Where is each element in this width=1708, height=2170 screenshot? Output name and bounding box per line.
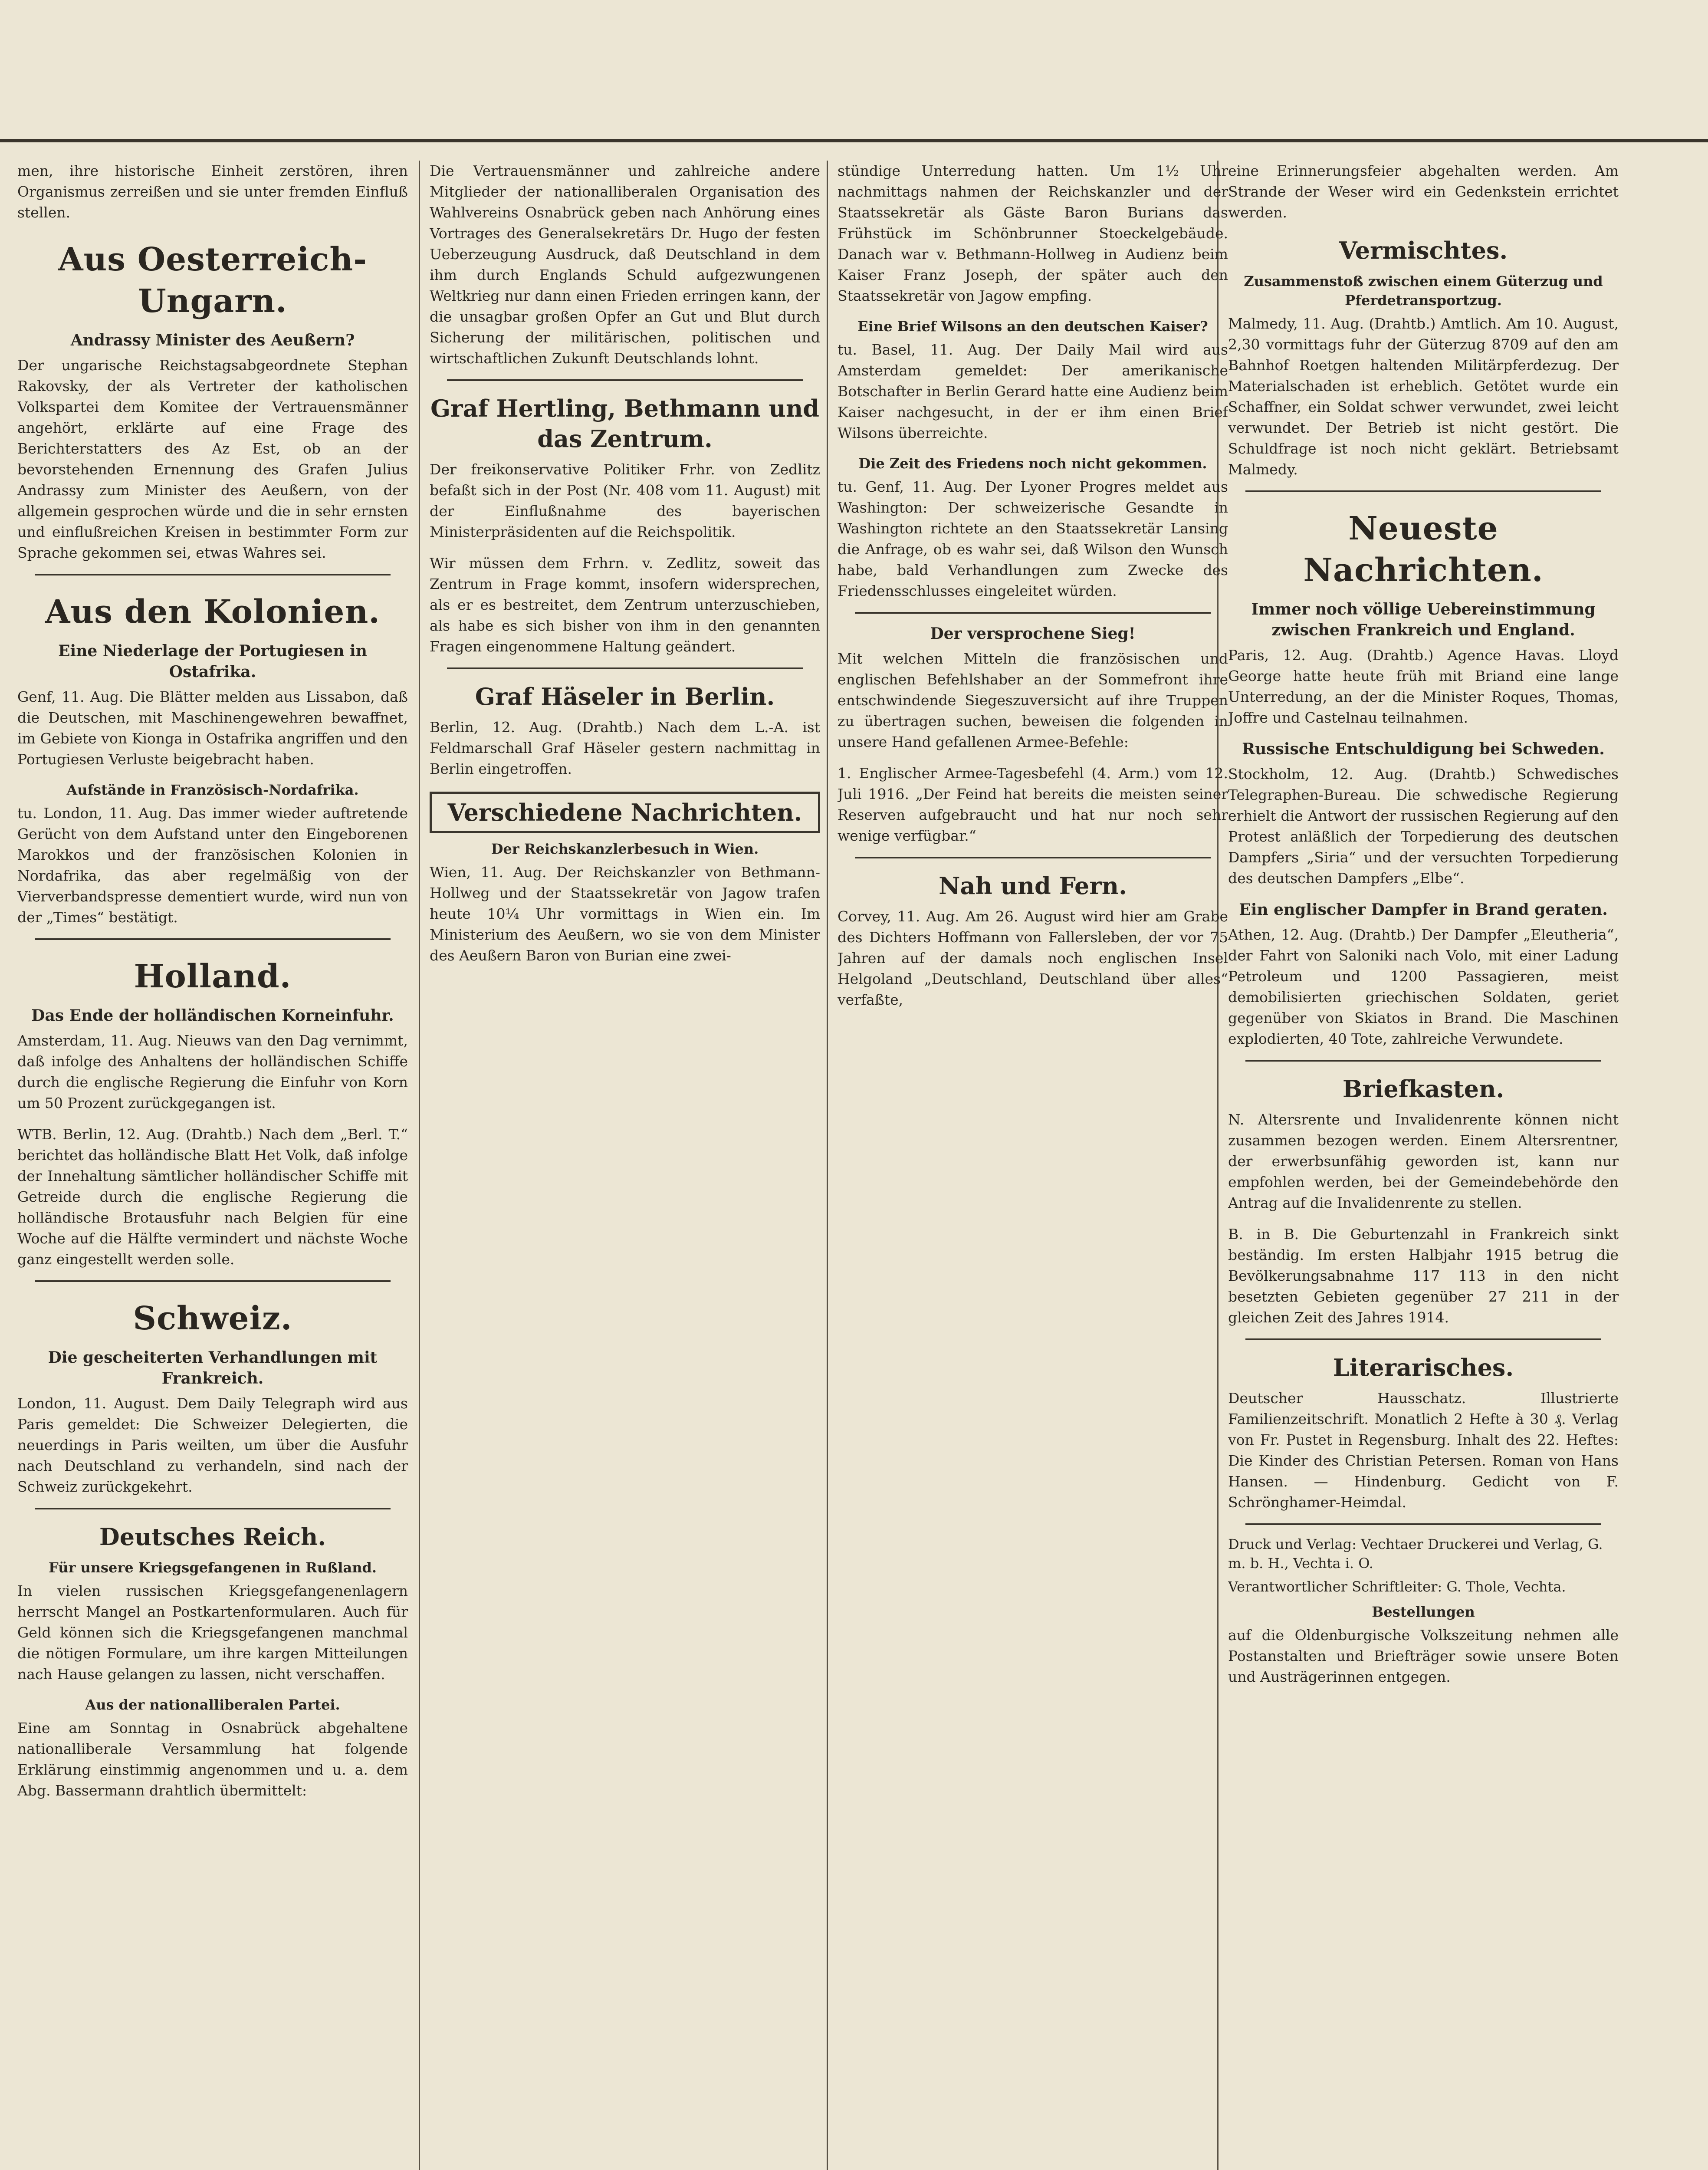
article-heading: Aufstände in Französisch-Nordafrika. <box>66 782 359 798</box>
section-heading: Schweiz. <box>133 1300 292 1337</box>
article-text: 1. Englischer Armee-Tagesbefehl (4. Arm.) vom 12. Juli 1916. „Der Feind hat bereits die meisten seiner Reserven aufgebraucht und hat nur noch sehr wenige verfügbar.“ <box>838 765 1228 844</box>
column-2 <box>430 161 820 2170</box>
article-text: tu. London, 11. Aug. Das immer wieder auftretende Gerücht von dem Aufstand unter den Eingeborenen Marokkos und der französischen Kolonien in Nordafrika, das aber regelmäßig von der Vierverbandspresse dementiert wurde, wird nun von der „Times“ bestätigt. <box>17 805 408 926</box>
divider <box>855 857 1211 858</box>
section-heading: Briefkasten. <box>1342 1075 1504 1103</box>
article-text: Paris, 12. Aug. (Drahtb.) Agence Havas. Lloyd George hatte heute früh mit Briand eine lange Unterredung, an der die Minister Roques, Thomas, Joffre und Castelnau teilnahmen. <box>1228 647 1619 726</box>
article-text: men, ihre historische Einheit zerstören, ihren Organismus zerreißen und sie unter fremden Einfluß stellen. <box>17 162 408 221</box>
article-heading: Zusammenstoß zwischen einem Güterzug und Pferdetransportzug. <box>1244 273 1603 309</box>
section-heading: Verschiedene Nachrichten. <box>430 792 820 833</box>
divider <box>35 938 391 940</box>
article-text: Die Vertrauensmänner und zahlreiche andere Mitglieder der nationalliberalen Organisation des Wahlvereins Osnabrück geben nach Anhörung eines Vortrages des Generalsekretärs Dr. Hugo der festen Ueberzeugung Ausdruck, daß Deutschland in dem ihm durch Englands Schuld aufgezwungenen Weltkrieg nur dann einen Frieden erringen kann, der die unsagbar großen Opfer an Gut und Blut durch Sicherung der militärischen, politischen und wirtschaftlichen Zukunft Deutschlands lohnt. <box>430 162 820 367</box>
article-text: tu. Basel, 11. Aug. Der Daily Mail wird aus Amsterdam gemeldet: Der amerikanische Botschafter in Berlin Gerard hatte eine Audienz beim Kaiser nachgesucht, in der er ihm einen Brief Wilsons überreichte. <box>838 341 1228 441</box>
article-text: Der ungarische Reichstagsabgeordnete Stephan Rakovsky, der als Vertreter der katholischen Volkspartei dem Komitee der Vertrauensmänner angehört, erklärte auf eine Frage des Berichterstatters des Az Est, ob an der bevorstehenden Ernennung des Grafen Julius Andrassy zum Minister des Aeußern, von der allgemein gesprochen würde und die in sehr ernsten und einflußreichen Kreisen in bestimmter Form zur Sprache gekommen sei, etwas Wahres sei. <box>17 357 408 561</box>
section-heading: Neueste Nachrichten. <box>1303 510 1544 589</box>
article-heading: Aus der nationalliberalen Partei. <box>85 1697 340 1713</box>
section-heading: Holland. <box>134 958 292 995</box>
article-text: WTB. Berlin, 12. Aug. (Drahtb.) Nach dem „Berl. T.“ berichtet das holländische Blatt Het Volk, daß infolge der Innehaltung sämtlicher holländischer Schiffe mit Getreide durch die englische Regierung die holländische Brotausfuhr nach Belgien für eine Woche auf die Hälfte vermindert und nächste Woche ganz eingestellt werden solle. <box>17 1126 408 1268</box>
imprint: Verantwortlicher Schriftleiter: G. Thole, Vechta. <box>1228 1578 1566 1595</box>
article-heading: Die gescheiterten Verhandlungen mit Frankreich. <box>48 1348 378 1387</box>
article-heading: Der Reichskanzlerbesuch in Wien. <box>491 841 759 857</box>
article-text: Der freikonservative Politiker Frhr. von Zedlitz befaßt sich in der Post (Nr. 408 vom 11. August) mit der Einflußnahme des bayerischen Ministerpräsidenten auf die Reichspolitik. <box>430 461 820 540</box>
section-heading: Aus Oesterreich-Ungarn. <box>58 241 367 320</box>
article-text: Genf, 11. Aug. Die Blätter melden aus Lissabon, daß die Deutschen, mit Maschinengewehren bewaffnet, im Gebiete von Kionga in Ostafrika angriffen und den Portugiesen Verluste beigebracht haben. <box>17 688 408 768</box>
article-text: Mit welchen Mitteln die französischen und englischen Befehlshaber an der Sommefront ihre entschwindende Siegeszuversicht auf ihre Truppen zu übertragen suchen, beweisen die folgenden in unsere Hand gefallenen Armee-Befehle: <box>838 650 1228 750</box>
column-4 <box>1228 161 1619 2170</box>
article-text: Deutscher Hausschatz. Illustrierte Familienzeitschrift. Monatlich 2 Hefte à 30 ₰. Verlag von Fr. Pustet in Regensburg. Inhalt des 22. Heftes: Die Kinder des Christian Petersen. Roman von Hans Hansen. — Hindenburg. Gedicht von F. Schrönghamer-Heimdal. <box>1228 1390 1619 1511</box>
section-heading: Aus den Kolonien. <box>45 593 381 631</box>
article-heading: Für unsere Kriegsgefangenen in Rußland. <box>49 1559 377 1576</box>
divider <box>35 1280 391 1282</box>
article-text: tu. Genf, 11. Aug. Der Lyoner Progres meldet aus Washington: Der schweizerische Gesandte in Washington richtete an den Staatssekretär Lansing die Anfrage, ob es wahr sei, daß Wilson den Wunsch habe, bald Verhandlungen zum Zwecke des Friedensschlusses eingeleitet würden. <box>838 478 1228 599</box>
article-text: Malmedy, 11. Aug. (Drahtb.) Amtlich. Am 10. August, 2,30 vormittags fuhr der Güterzug 8709 auf den am Bahnhof Roetgen haltenden Militärpferdezug. Der Materialschaden ist erheblich. Getötet wurde ein Schaffner, ein Soldat schwer verwundet, zwei leicht verwundet. Der Betrieb ist nicht gestört. Die Schuldfrage ist noch nicht geklärt. Betriebsamt Malmedy. <box>1228 315 1619 478</box>
section-heading: Graf Häseler in Berlin. <box>475 683 775 710</box>
divider <box>447 379 803 381</box>
column-1 <box>17 161 408 2170</box>
article-text: Corvey, 11. Aug. Am 26. August wird hier am Grabe des Dichters Hoffmann von Fallersleben, der vor 75 Jahren auf der damals noch englischen Insel Helgoland „Deutschland, Deutschland über alles“ verfaßte, <box>838 908 1228 1008</box>
column-rule <box>827 161 828 2170</box>
article-heading: Eine Niederlage der Portugiesen in Ostafrika. <box>58 642 367 681</box>
article-text: auf die Oldenburgische Volkszeitung nehmen alle Postanstalten und Briefträger sowie unsere Boten und Austrägerinnen entgegen. <box>1228 1627 1619 1685</box>
article-text: Eine am Sonntag in Osnabrück abgehaltene nationalliberale Versammlung hat folgende Erklärung einstimmig angenommen und u. a. dem Abg. Bassermann drahtlich übermittelt: <box>17 1720 408 1799</box>
article-heading: Ein englischer Dampfer in Brand geraten. <box>1239 901 1608 919</box>
article-text: Athen, 12. Aug. (Drahtb.) Der Dampfer „Eleutheria“, der Fahrt von Saloniki nach Volo, mit einer Ladung Petroleum und 1200 Passagieren, meist demobilisierten griechischen Soldaten, geriet gegenüber von Skiatos in Brand. Die Maschinen explodierten, 40 Tote, zahlreiche Verwundete. <box>1228 926 1619 1047</box>
article-text: B. in B. Die Geburtenzahl in Frankreich sinkt beständig. Im ersten Halbjahr 1915 betrug die Bevölkerungsabnahme 117 113 in den nicht besetzten Gebieten gegenüber 27 211 in der gleichen Zeit des Jahres 1914. <box>1228 1226 1619 1326</box>
article-heading: Eine Brief Wilsons an den deutschen Kaiser? <box>857 318 1208 335</box>
article-text: In vielen russischen Kriegsgefangenenlagern herrscht Mangel an Postkartenformularen. Auch für Geld können sich die Kriegsgefangenen manchmal die nötigen Formulare, um ihre kargen Mitteilungen nach Hause gelangen zu lassen, nicht verschaffen. <box>17 1582 408 1683</box>
article-text: Wien, 11. Aug. Der Reichskanzler von Bethmann-Hollweg und der Staatssekretär von Jagow trafen heute 10¼ Uhr vormittags in Wien ein. Im Ministerium des Aeußern, wo sie von dem Minister des Aeußern Baron von Burian eine zwei- <box>430 864 820 964</box>
article-heading: Immer noch völlige Uebereinstimmung zwischen Frankreich und England. <box>1251 600 1596 639</box>
imprint: Druck und Verlag: Vechtaer Druckerei und Verlag, G. m. b. H., Vechta i. O. <box>1228 1536 1603 1572</box>
top-rule <box>0 139 1708 142</box>
article-heading: Bestellungen <box>1372 1604 1475 1620</box>
divider <box>35 1508 391 1509</box>
article-text: eine Erinnerungsfeier abgehalten werden. Am Strande der Weser wird ein Gedenkstein errichtet werden. <box>1228 162 1619 221</box>
article-text: N. Altersrente und Invalidenrente können nicht zusammen bezogen werden. Einem Altersrentner, der erwerbsunfähig geworden ist, kann nur empfohlen werden, bei der Gemeindebehörde den Antrag auf die Invalidenrente zu stellen. <box>1228 1111 1619 1211</box>
divider <box>1245 1523 1601 1525</box>
section-heading: Graf Hertling, Bethmann und das Zentrum. <box>430 395 819 453</box>
article-heading: Das Ende der holländischen Korneinfuhr. <box>31 1006 394 1025</box>
section-heading: Der versprochene Sieg! <box>930 625 1136 643</box>
divider <box>1245 1060 1601 1062</box>
divider <box>447 667 803 669</box>
section-heading: Nah und Fern. <box>939 872 1127 900</box>
article-heading: Die Zeit des Friedens noch nicht gekommen. <box>858 455 1207 472</box>
article-text: Amsterdam, 11. Aug. Nieuws van den Dag vernimmt, daß infolge des Anhaltens der holländischen Schiffe durch die englische Regierung die Einfuhr von Korn um 50 Prozent zurückgegangen ist. <box>17 1032 408 1111</box>
divider <box>1245 1338 1601 1340</box>
divider <box>35 574 391 575</box>
section-heading: Literarisches. <box>1333 1354 1514 1381</box>
column-3 <box>838 161 1228 2170</box>
article-text: Wir müssen dem Frhrn. v. Zedlitz, soweit das Zentrum in Frage kommt, insofern widersprechen, als er es bestreitet, dem Zentrum unterzuschieben, als habe es sich bisher von ihm in den genannten Fragen eingenommene Haltung geändert. <box>430 555 820 655</box>
divider <box>1245 490 1601 492</box>
article-heading: Andrassy Minister des Aeußern? <box>70 331 355 349</box>
article-text: stündige Unterredung hatten. Um 1½ Uhr nachmittags nahmen der Reichskanzler und der Staatssekretär als Gäste Baron Burians das Frühstück im Schönbrunner Stoeckelgebäude. Danach war v. Bethmann-Hollweg in Audienz beim Kaiser Franz Joseph, der später auch den Staatssekretär von Jagow empfing. <box>838 162 1228 304</box>
article-heading: Russische Entschuldigung bei Schweden. <box>1242 740 1605 758</box>
section-heading: Vermischtes. <box>1339 237 1508 264</box>
section-heading: Deutsches Reich. <box>99 1523 326 1551</box>
article-text: London, 11. August. Dem Daily Telegraph wird aus Paris gemeldet: Die Schweizer Delegierten, die neuerdings in Paris weilten, um über die Ausfuhr nach Deutschland zu verhandeln, sind nach der Schweiz zurückgekehrt. <box>17 1395 408 1495</box>
divider <box>855 612 1211 614</box>
article-text: Stockholm, 12. Aug. (Drahtb.) Schwedisches Telegraphen-Bureau. Die schwedische Regierung erhielt die Antwort der russischen Regierung auf den Protest anläßlich der Torpedierung des deutschen Dampfers „Siria“ und der versuchten Torpedierung des deutschen Dampfers „Elbe“. <box>1228 766 1619 887</box>
article-text: Berlin, 12. Aug. (Drahtb.) Nach dem L.-A. ist Feldmarschall Graf Häseler gestern nachmittag in Berlin eingetroffen. <box>430 719 820 777</box>
column-rule <box>419 161 420 2170</box>
